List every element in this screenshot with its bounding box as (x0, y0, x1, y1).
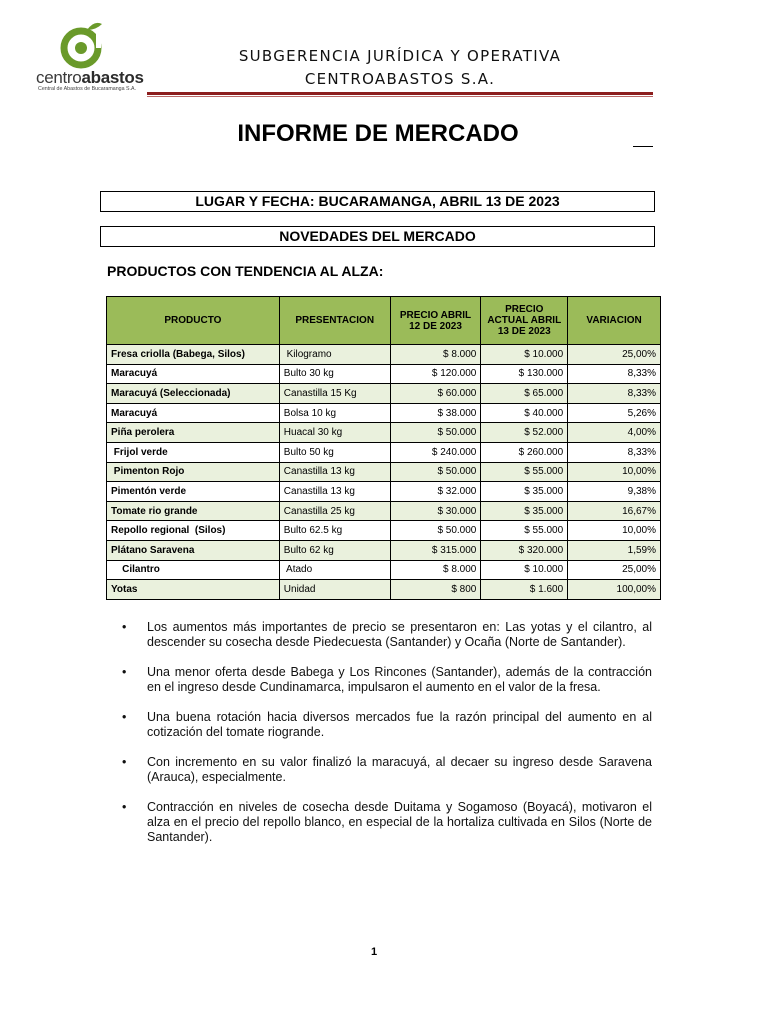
bullet-icon: • (122, 800, 127, 814)
note-item (122, 710, 652, 740)
note-text: Contracción en niveles de cosecha desde Duitama y Sogamoso (Boyacá), motivaron el alza en el precio del repollo blanco, en especial de la hortaliza cultivada en Silos (Norte de Santander). (147, 800, 652, 844)
note-text: Los aumentos más importantes de precio se presentaron en: Las yotas y el cilantro, al descender su cosecha desde Piedecuesta (Santander) y Ocaña (Norte de Santander). (147, 620, 652, 649)
cell-variacion: 25,00% (568, 560, 661, 580)
header-precio-actual: PRECIO ACTUAL ABRIL 13 DE 2023 (481, 297, 568, 345)
table-row (107, 403, 661, 423)
cell-presentacion: Kilogramo (279, 345, 390, 365)
rising-products-heading: PRODUCTOS CON TENDENCIA AL ALZA: (107, 263, 384, 279)
cell-precio-actual: $ 55.000 (481, 521, 568, 541)
cell-variacion: 5,26% (568, 403, 661, 423)
market-notes-list (122, 620, 652, 860)
note-item (122, 620, 652, 650)
note-text: Una menor oferta desde Babega y Los Rincones (Santander), además de la contracción en el ingreso desde Cundinamarca, impulsaron el aumento en el valor de la fresa. (147, 665, 652, 694)
cell-precio-anterior: $ 50.000 (390, 521, 481, 541)
header-company: CENTROABASTOS S.A. (304, 70, 496, 88)
table-header-row (107, 297, 661, 345)
cell-presentacion: Bulto 62 kg (279, 540, 390, 560)
cell-variacion: 8,33% (568, 364, 661, 384)
cell-precio-anterior: $ 60.000 (390, 384, 481, 404)
cell-precio-actual: $ 40.000 (481, 403, 568, 423)
note-text: Una buena rotación hacia diversos mercados fue la razón principal del aumento en al cotización del tomate riogrande. (147, 710, 652, 739)
table-row (107, 501, 661, 521)
cell-variacion: 4,00% (568, 423, 661, 443)
header-variacion: VARIACION (568, 297, 661, 345)
cell-precio-actual: $ 130.000 (481, 364, 568, 384)
header-subgerencia: SUBGERENCIA JURÍDICA Y OPERATIVA (238, 47, 562, 65)
cell-precio-anterior: $ 50.000 (390, 462, 481, 482)
cell-variacion: 25,00% (568, 345, 661, 365)
note-item (122, 665, 652, 695)
logo-spiral-icon (56, 20, 108, 70)
cell-precio-actual: $ 55.000 (481, 462, 568, 482)
cell-precio-anterior: $ 315.000 (390, 540, 481, 560)
table-row (107, 364, 661, 384)
cell-precio-anterior: $ 38.000 (390, 403, 481, 423)
logo-brand: centroabastos (36, 68, 144, 87)
cell-precio-actual: $ 320.000 (481, 540, 568, 560)
cell-presentacion: Canastilla 25 kg (279, 501, 390, 521)
cell-precio-anterior: $ 30.000 (390, 501, 481, 521)
cell-presentacion: Canastilla 13 kg (279, 462, 390, 482)
cell-presentacion: Bulto 30 kg (279, 364, 390, 384)
report-title: INFORME DE MERCADO (237, 120, 519, 147)
cell-producto: Repollo regional (Silos) (107, 521, 280, 541)
header-rule (147, 92, 653, 95)
header-presentacion: PRESENTACION (279, 297, 390, 345)
cell-variacion: 1,59% (568, 540, 661, 560)
cell-producto: Fresa criolla (Babega, Silos) (107, 345, 280, 365)
cell-producto: Cilantro (107, 560, 280, 580)
cell-presentacion: Bulto 50 kg (279, 442, 390, 462)
table-row (107, 580, 661, 600)
cell-variacion: 8,33% (568, 384, 661, 404)
centroabastos-logo (26, 20, 144, 106)
cell-precio-anterior: $ 50.000 (390, 423, 481, 443)
price-table (106, 296, 661, 600)
header-producto: PRODUCTO (107, 297, 280, 345)
cell-precio-actual: $ 52.000 (481, 423, 568, 443)
cell-producto: Frijol verde (107, 442, 280, 462)
cell-precio-anterior: $ 800 (390, 580, 481, 600)
cell-precio-actual: $ 1.600 (481, 580, 568, 600)
cell-precio-actual: $ 35.000 (481, 501, 568, 521)
cell-precio-anterior: $ 32.000 (390, 482, 481, 502)
cell-precio-anterior: $ 8.000 (390, 345, 481, 365)
cell-precio-anterior: $ 8.000 (390, 560, 481, 580)
note-text: Con incremento en su valor finalizó la maracuyá, al decaer su ingreso desde Saravena (Arauca), especialmente. (147, 755, 652, 784)
cell-precio-anterior: $ 120.000 (390, 364, 481, 384)
cell-presentacion: Atado (279, 560, 390, 580)
cell-producto: Maracuyá (107, 403, 280, 423)
table-row (107, 540, 661, 560)
cell-variacion: 9,38% (568, 482, 661, 502)
cell-presentacion: Unidad (279, 580, 390, 600)
table-row (107, 521, 661, 541)
header-rule-thin (147, 96, 653, 97)
cell-precio-anterior: $ 240.000 (390, 442, 481, 462)
cell-producto: Plátano Saravena (107, 540, 280, 560)
title-dash (633, 146, 653, 147)
bullet-icon: • (122, 755, 127, 769)
cell-producto: Maracuyá (Seleccionada) (107, 384, 280, 404)
cell-producto: Maracuyá (107, 364, 280, 384)
cell-presentacion: Bulto 62.5 kg (279, 521, 390, 541)
table-row (107, 560, 661, 580)
table-row (107, 442, 661, 462)
cell-variacion: 100,00% (568, 580, 661, 600)
cell-precio-actual: $ 10.000 (481, 345, 568, 365)
header-precio-anterior: PRECIO ABRIL 12 DE 2023 (390, 297, 481, 345)
cell-producto: Pimentón verde (107, 482, 280, 502)
cell-variacion: 8,33% (568, 442, 661, 462)
cell-variacion: 10,00% (568, 521, 661, 541)
cell-presentacion: Canastilla 13 kg (279, 482, 390, 502)
cell-precio-actual: $ 260.000 (481, 442, 568, 462)
note-item (122, 755, 652, 785)
cell-variacion: 16,67% (568, 501, 661, 521)
cell-producto: Tomate rio grande (107, 501, 280, 521)
bullet-icon: • (122, 665, 127, 679)
bullet-icon: • (122, 620, 127, 634)
page-number: 1 (370, 946, 378, 958)
cell-presentacion: Bolsa 10 kg (279, 403, 390, 423)
cell-precio-actual: $ 65.000 (481, 384, 568, 404)
logo-tagline: Central de Abastos de Bucaramanga S.A. (38, 86, 137, 92)
cell-precio-actual: $ 10.000 (481, 560, 568, 580)
note-item (122, 800, 652, 845)
cell-variacion: 10,00% (568, 462, 661, 482)
cell-producto: Piña perolera (107, 423, 280, 443)
section-box: NOVEDADES DEL MERCADO (100, 226, 655, 247)
cell-presentacion: Canastilla 15 Kg (279, 384, 390, 404)
cell-presentacion: Huacal 30 kg (279, 423, 390, 443)
table-row (107, 482, 661, 502)
table-row (107, 345, 661, 365)
cell-producto: Yotas (107, 580, 280, 600)
place-date-box: LUGAR Y FECHA: BUCARAMANGA, ABRIL 13 DE 2023 (100, 191, 655, 212)
table-row (107, 462, 661, 482)
table-row (107, 423, 661, 443)
cell-producto: Pimenton Rojo (107, 462, 280, 482)
table-row (107, 384, 661, 404)
bullet-icon: • (122, 710, 127, 724)
cell-precio-actual: $ 35.000 (481, 482, 568, 502)
